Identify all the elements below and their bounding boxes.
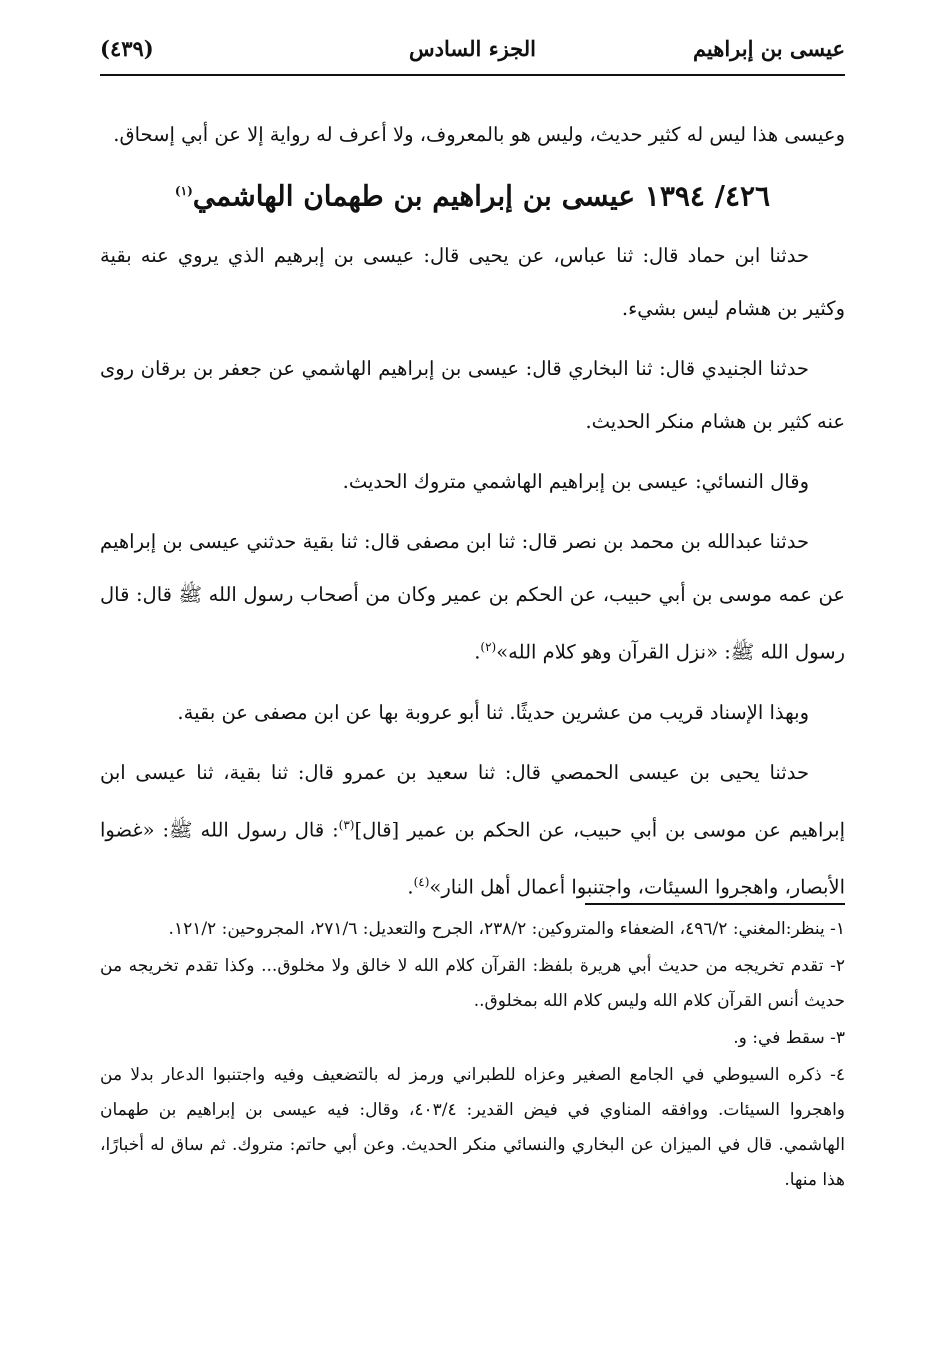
entry-name: عيسى بن إبراهيم بن طهمان الهاشمي (192, 179, 636, 213)
footnote-mark: (٤) (413, 875, 430, 890)
paragraph-text: حدثنا يحيى بن عيسى الحمصي قال: ثنا سعيد بن عمرو قال: ثنا بقية، ثنا عيسى ابن إبراهيم عن موسى بن أبي حبيب، عن الحكم بن عمير [قال] (100, 760, 845, 842)
footnotes (100, 912, 845, 1200)
main-text (100, 108, 845, 921)
paragraph-text: : قال رسول الله ﷺ: «غضوا الأبصار، واهجروا السيئات، واجتنبوا أعمال أهل النار» (100, 818, 845, 899)
footnote-mark: (٢) (480, 640, 497, 655)
volume-label: الجزء السادس (409, 36, 536, 61)
entry-heading (100, 168, 845, 219)
paragraph: حدثنا عبدالله بن محمد بن نصر قال: ثنا ابن مصفى قال: ثنا بقية حدثني عيسى بن إبراهيم عن عمه موسى بن أبي حبيب، عن الحكم بن عمير وكان من أصحاب رسول الله ﷺ قال: قال رسول الله ﷺ: «نزل القرآن وهو كلام الله»$^{(٢)}$. (100, 530, 845, 664)
footnote: ٢- تقدم تخريجه من حديث أبي هريرة بلفظ: القرآن كلام الله لا خالق ولا مخلوق... وكذا تقدم تخريجه من حديث أنس القرآن كلام الله وليس كلام الله بمخلوق.. (100, 956, 845, 1011)
entry-number: ٤٢٦/ ١٣٩٤ (644, 179, 771, 213)
header-rule (100, 74, 845, 76)
footnote: ٤- ذكره السيوطي في الجامع الصغير وعزاه للطبراني ورمز له بالتضعيف وفيه واجتنبوا الدعار بدلا من واهجروا السيئات. ووافقه المناوي في فيض القدير: ٤٠٣/٤، وقال: فيه عيسى بن إبراهيم بن طهمان الهاشمي. قال في الميزان عن البخاري والنسائي منكر الحديث. وعن أبي حاتم: متروك. ثم ساق له أخبارًا، هذا منها. (100, 1065, 845, 1190)
paragraph: حدثنا ابن حماد قال: ثنا عباس، عن يحيى قال: عيسى بن إبرهيم الذي يروي عنه بقية وكثير بن هشام ليس بشيء. (100, 244, 845, 321)
footnote: ١- ينظر:المغني: ٤٩٦/٢، الضعفاء والمتروكين: ٢٣٨/٢، الجرح والتعديل: ٢٧١/٦، المجروحين: ١٢١/٢. (168, 919, 845, 939)
footnote-rule (585, 903, 845, 905)
paragraph: وبهذا الإسناد قريب من عشرين حديثًا. ثنا أبو عروبة بها عن ابن مصفى عن بقية. (177, 700, 809, 724)
page-header (100, 36, 845, 76)
paragraph: حدثنا الجنيدي قال: ثنا البخاري قال: عيسى بن إبراهيم الهاشمي عن جعفر بن برقان روى عنه كثير بن هشام منكر الحديث. (100, 357, 845, 434)
footnote-mark: (١) (174, 184, 193, 198)
paragraph-text: حدثنا عبدالله بن محمد بن نصر قال: ثنا ابن مصفى قال: ثنا بقية حدثني عيسى بن إبراهيم عن عمه موسى بن أبي حبيب، عن الحكم بن عمير وكان من أصحاب رسول الله ﷺ قال: قال رسول الله ﷺ: «نزل القرآن وهو كلام الله» (100, 530, 845, 664)
paragraph: حدثنا يحيى بن عيسى الحمصي قال: ثنا سعيد بن عمرو قال: ثنا بقية، ثنا عيسى ابن إبراهيم عن موسى بن أبي حبيب، عن الحكم بن عمير [قال]$^{(٣)}$: قال رسول الله ﷺ: «غضوا الأبصار، واهجروا السيئات، واجتنبوا أعمال أهل النار»$^{(٤)}$. (100, 760, 845, 899)
paragraph: وقال النسائي: عيسى بن إبراهيم الهاشمي متروك الحديث. (342, 470, 809, 494)
footnote-mark: (٣) (338, 817, 355, 832)
running-title: عيسى بن إبراهيم (692, 36, 845, 61)
page-number: (٤٣٩) (100, 36, 154, 61)
footnote: ٣- سقط في: و. (733, 1028, 845, 1048)
paragraph: وعيسى هذا ليس له كثير حديث، وليس هو بالمعروف، ولا أعرف له رواية إلا عن أبي إسحاق. (113, 123, 845, 146)
